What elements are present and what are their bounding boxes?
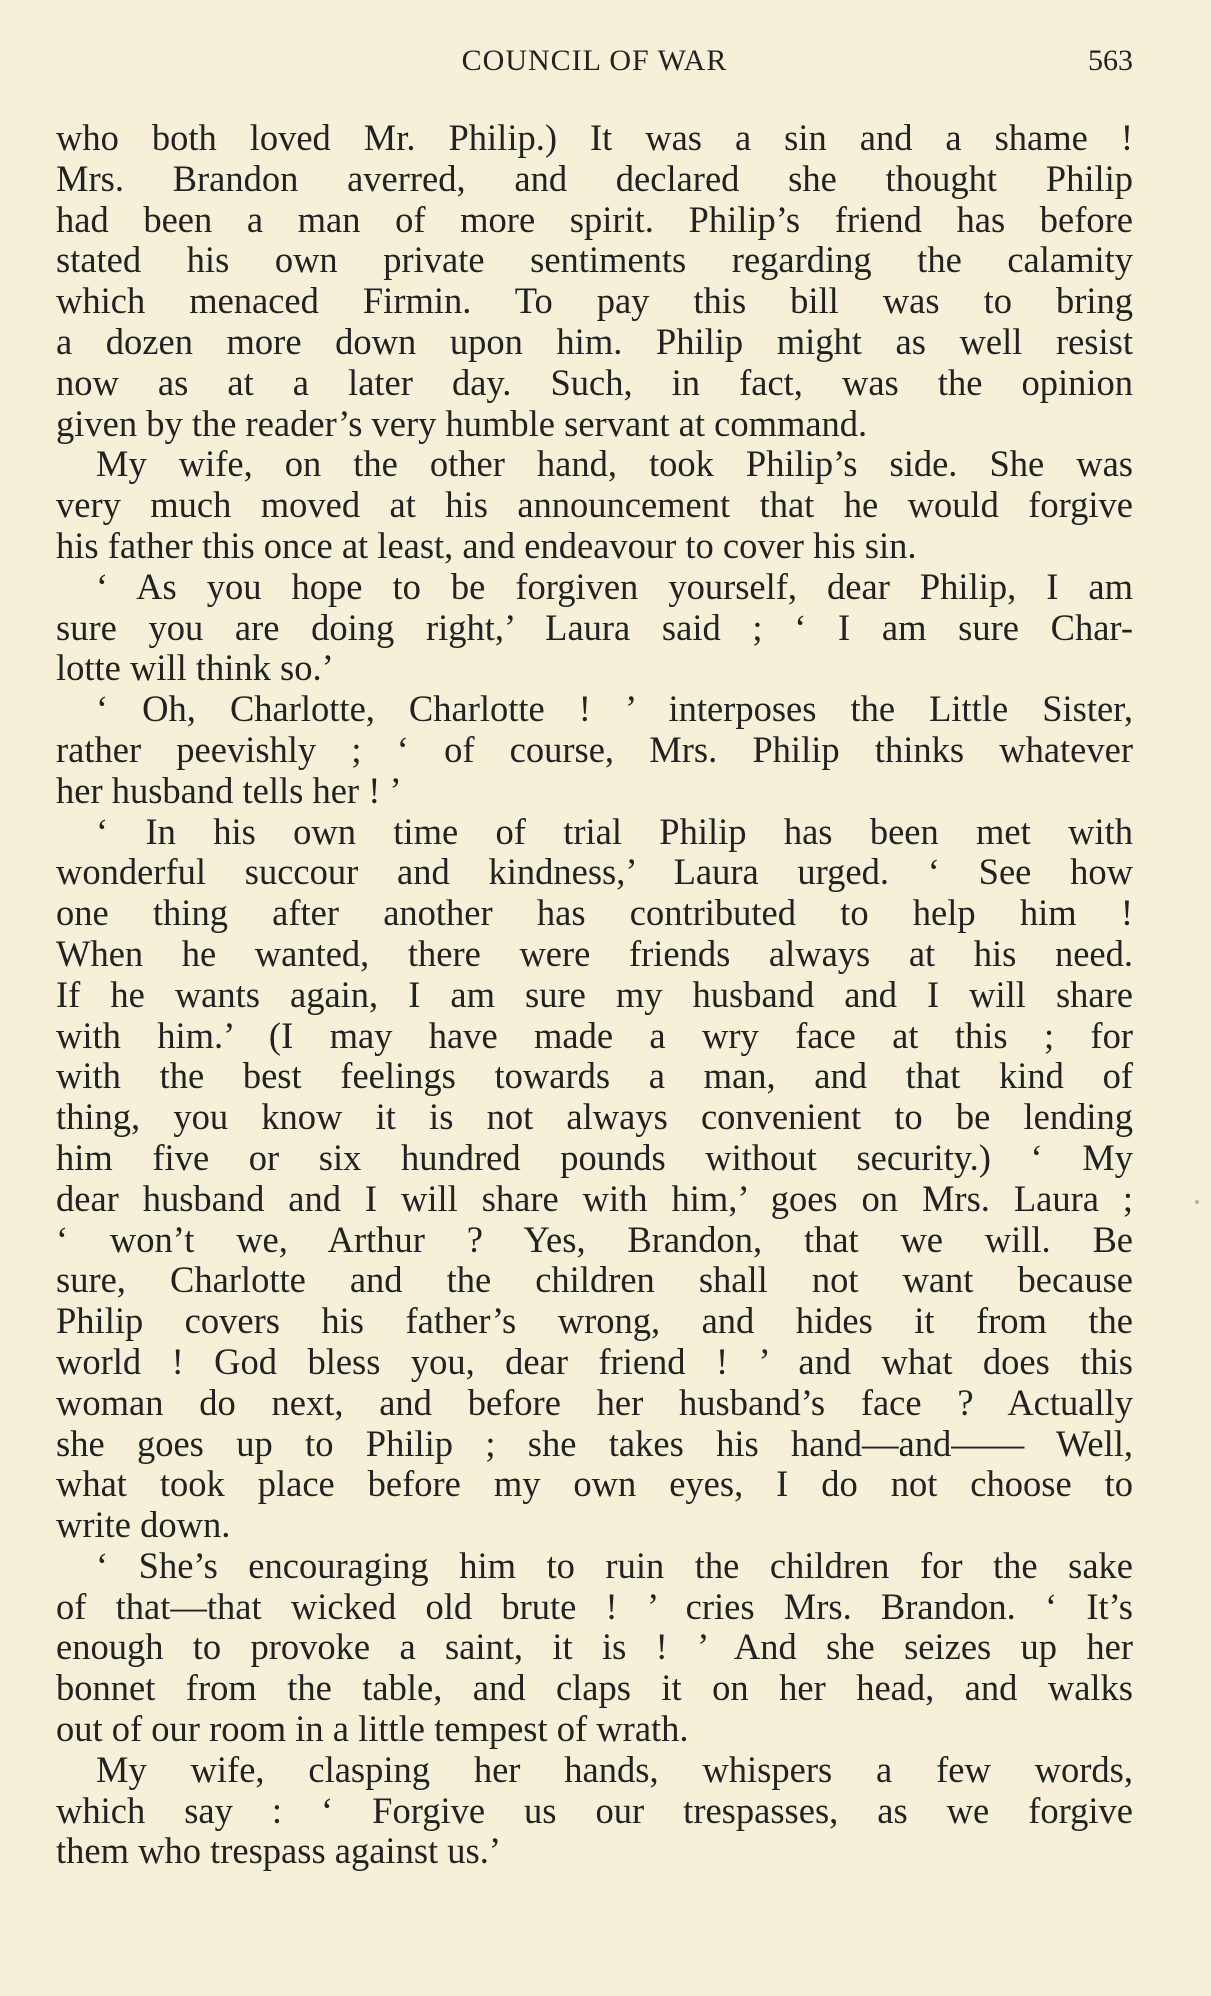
text-line: ‘ won’t we, Arthur ? Yes, Brandon, that we will. Be [56,1219,1133,1260]
text-line: given by the reader’s very humble servant at command. [56,403,868,444]
text-line: him five or six hundred pounds without security.) ‘ My [56,1137,1133,1178]
text-line: write down. [56,1505,231,1546]
text-line: wonderful succour and kindness,’ Laura urged. ‘ See how [56,852,1133,893]
running-title: COUNCIL OF WAR [461,44,728,77]
text-line: one thing after another has contributed to help him ! [56,893,1133,934]
text-line: with him.’ (I may have made a wry face at this ; for [56,1015,1133,1056]
text-line: world ! God bless you, dear friend ! ’ and what does this [56,1341,1133,1382]
paper-speck [1195,1200,1199,1204]
body-text [56,118,1133,1872]
text-line: Philip covers his father’s wrong, and hides it from the [56,1301,1133,1342]
text-line: which menaced Firmin. To pay this bill was to bring [56,281,1133,322]
text-line: thing, you know it is not always convenient to be lending [56,1097,1133,1138]
text-line: woman do next, and before her husband’s face ? Actually [56,1382,1133,1423]
text-line: who both loved Mr. Philip.) It was a sin and a shame ! [56,118,1133,158]
text-line: had been a man of more spirit. Philip’s friend has before [56,199,1133,240]
text-line: lotte will think so.’ [56,648,334,689]
text-line: stated his own private sentiments regarding the calamity [56,240,1133,281]
text-line: them who trespass against us.’ [56,1831,502,1872]
text-line: very much moved at his announcement that he would forgive [56,485,1133,526]
text-line: what took place before my own eyes, I do not choose to [56,1464,1133,1505]
page-number: 563 [1088,44,1133,77]
text-line: Mrs. Brandon averred, and declared she thought Philip [56,158,1133,199]
text-line: sure, Charlotte and the children shall not want because [56,1260,1133,1301]
text-line: My wife, on the other hand, took Philip’s side. She was [96,444,1133,485]
text-line: sure you are doing right,’ Laura said ; ‘ I am sure Char- [56,607,1133,648]
text-line: If he wants again, I am sure my husband and I will share [56,974,1133,1015]
text-line: ‘ As you hope to be forgiven yourself, dear Philip, I am [96,566,1133,607]
text-line: ‘ Oh, Charlotte, Charlotte ! ’ interposes the Little Sister, [96,689,1133,730]
text-line: ‘ She’s encouraging him to ruin the children for the sake [96,1545,1133,1586]
text-line: she goes up to Philip ; she takes his hand—and—— Well, [56,1423,1133,1464]
text-line: with the best feelings towards a man, and that kind of [56,1056,1133,1097]
text-line: dear husband and I will share with him,’ goes on Mrs. Laura ; [56,1178,1133,1219]
text-line: her husband tells her ! ’ [56,770,402,811]
text-line: My wife, clasping her hands, whispers a few words, [96,1749,1133,1790]
text-line: a dozen more down upon him. Philip might as well resist [56,321,1133,362]
text-line: his father this once at least, and endeavour to cover his sin. [56,525,917,566]
text-line: out of our room in a little tempest of wrath. [56,1709,689,1750]
text-line: enough to provoke a saint, it is ! ’ And she seizes up her [56,1627,1133,1668]
text-line: ‘ In his own time of trial Philip has been met with [96,811,1133,852]
text-line: now as at a later day. Such, in fact, was the opinion [56,362,1133,403]
text-line: rather peevishly ; ‘ of course, Mrs. Philip thinks whatever [56,729,1133,770]
text-line: of that—that wicked old brute ! ’ cries Mrs. Brandon. ‘ It’s [56,1586,1133,1627]
text-line: When he wanted, there were friends always at his need. [56,933,1133,974]
text-line: bonnet from the table, and claps it on her head, and walks [56,1668,1133,1709]
running-head [56,44,1133,94]
text-line: which say : ‘ Forgive us our trespasses, as we forgive [56,1790,1133,1831]
